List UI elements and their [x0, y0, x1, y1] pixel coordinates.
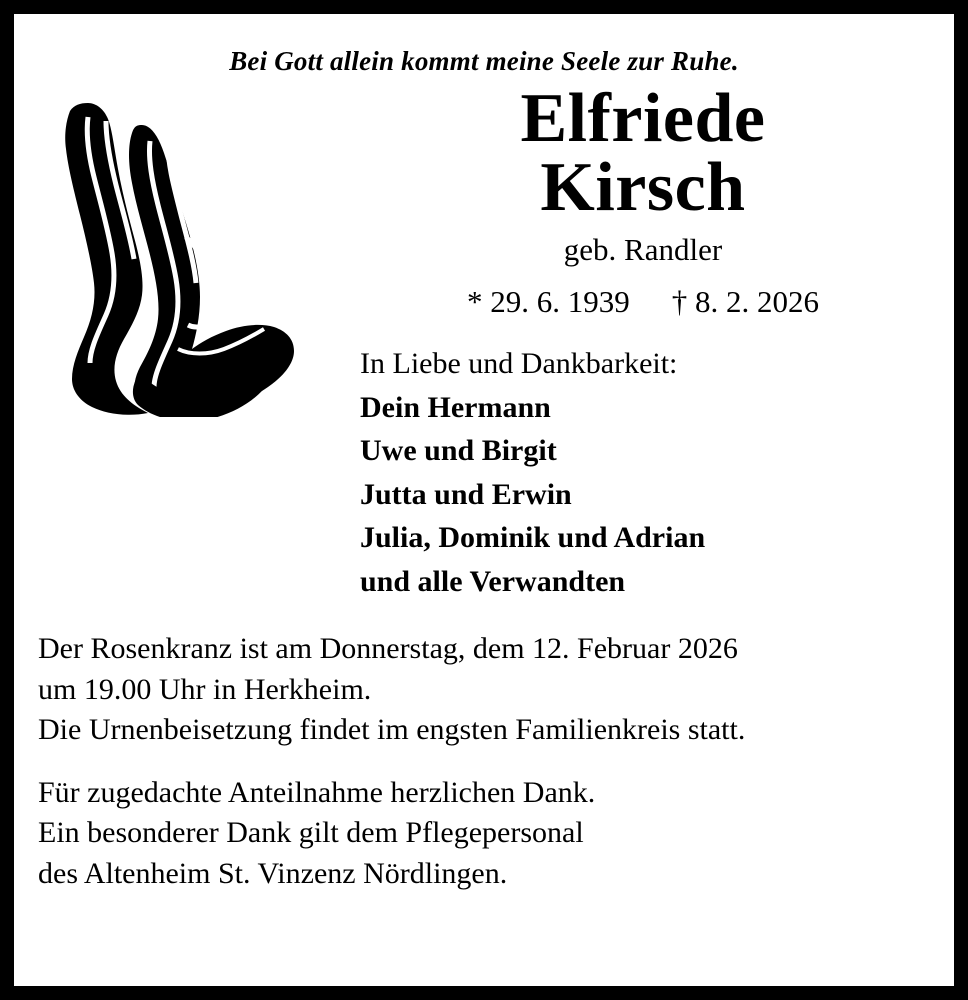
- service-line: um 19.00 Uhr in Herkheim.: [38, 672, 372, 706]
- deceased-name: [354, 80, 932, 226]
- family-member: und alle Verwandten: [360, 564, 626, 598]
- dedication-intro: In Liebe und Dankbarkeit:: [360, 347, 678, 381]
- family-member: Julia, Dominik und Adrian: [360, 521, 706, 555]
- epitaph-line: Bei Gott allein kommt meine Seele zur Ruhe.: [229, 46, 739, 76]
- name-line-2: Kirsch: [540, 148, 746, 226]
- death-date: † 8. 2. 2026: [671, 284, 819, 320]
- notice-inner-frame: [14, 14, 954, 986]
- birth-date: * 29. 6. 1939: [467, 284, 630, 320]
- maiden-name: geb. Randler: [563, 232, 723, 268]
- service-line: Die Urnenbeisetzung findet im engsten Familienkreis statt.: [38, 713, 746, 747]
- thanks-line: Ein besonderer Dank gilt dem Pflegepersonal: [38, 816, 584, 850]
- service-info: [38, 629, 932, 751]
- dedication-block: [354, 342, 932, 603]
- notice-body: [36, 81, 932, 603]
- life-dates: [354, 284, 932, 320]
- service-line: Der Rosenkranz ist am Donnerstag, dem 12. Februar 2026: [38, 632, 738, 666]
- praying-hands-icon: [36, 81, 354, 417]
- name-line-1: Elfriede: [520, 80, 766, 157]
- thanks-line: Für zugedachte Anteilnahme herzlichen Dank.: [38, 775, 596, 809]
- thanks-info: [38, 773, 932, 895]
- family-member: Dein Hermann: [360, 390, 551, 424]
- family-member: Jutta und Erwin: [360, 477, 572, 511]
- thanks-line: des Altenheim St. Vinzenz Nördlingen.: [38, 856, 508, 890]
- family-member: Uwe und Birgit: [360, 434, 557, 468]
- notice-text-column: [354, 81, 932, 603]
- service-and-thanks: [36, 629, 932, 894]
